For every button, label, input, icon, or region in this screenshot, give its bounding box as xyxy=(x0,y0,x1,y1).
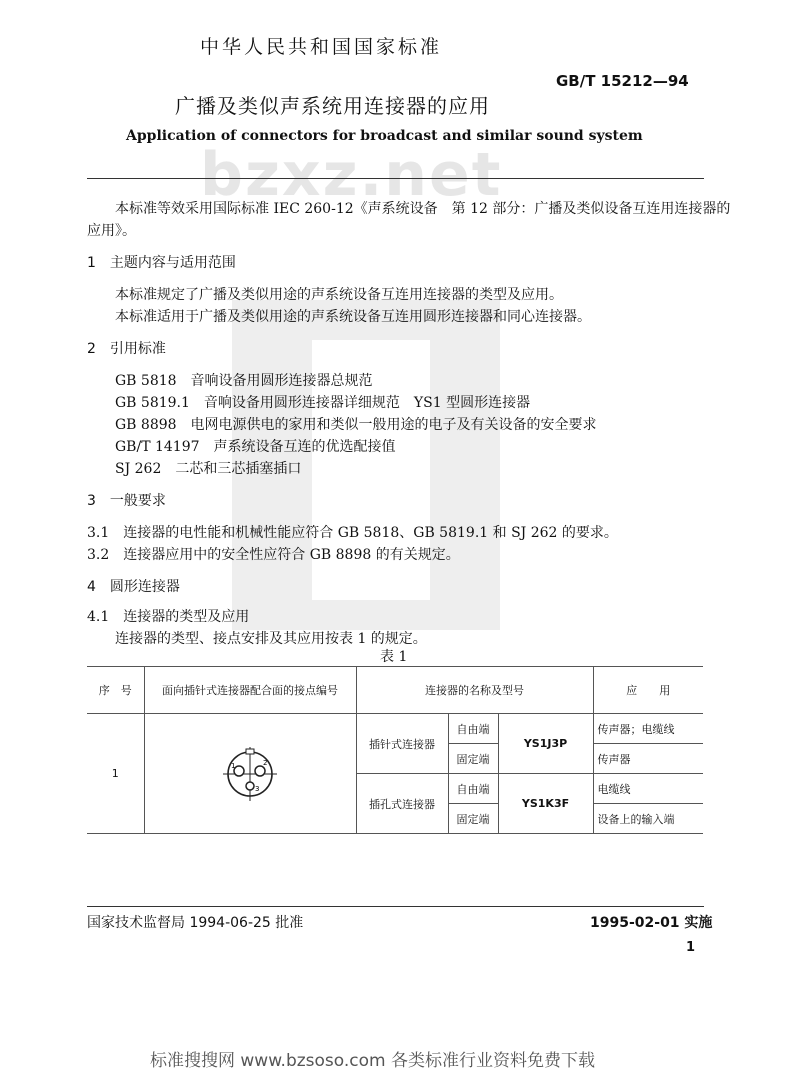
application-cell: 设备上的输入端 xyxy=(593,804,703,834)
end-type: 固定端 xyxy=(448,744,498,774)
key-notch xyxy=(246,749,254,754)
national-title: 中华人民共和国国家标准 xyxy=(200,36,443,58)
reference-item: SJ 262 二芯和三芯插塞插口 xyxy=(115,461,302,477)
document-title: 广播及类似声系统用连接器的应用 xyxy=(175,94,490,118)
header-rule xyxy=(87,178,704,179)
connector-type-pin: 插针式连接器 xyxy=(356,714,448,774)
watermark: bzxz.net xyxy=(200,140,503,210)
pin-2 xyxy=(255,766,265,776)
model-number: YS1K3F xyxy=(498,774,593,834)
reference-item: GB 5819.1 音响设备用圆形连接器详细规范 YS1 型圆形连接器 xyxy=(115,395,531,411)
connector-pin-diagram xyxy=(215,739,285,809)
page-number: 1 xyxy=(686,940,696,955)
application-cell: 传声器 xyxy=(593,744,703,774)
pin-1 xyxy=(234,766,244,776)
table-row xyxy=(87,714,703,744)
document-title-english: Application of connectors for broadcast and similar sound system xyxy=(126,128,643,144)
pin-label: 3 xyxy=(255,784,260,793)
intro-line: 本标准等效采用国际标准 IEC 260-12《声系统设备 第 12 部分：广播及类似设备互连用连接器的 xyxy=(115,201,731,217)
end-type: 自由端 xyxy=(448,714,498,744)
paragraph: 连接器的类型、接点安排及其应用按表 1 的规定。 xyxy=(115,631,427,647)
application-cell: 传声器；电缆线 xyxy=(593,714,703,744)
pin-label: 1 xyxy=(231,761,236,770)
watermark-shape xyxy=(430,300,500,630)
application-cell: 电缆线 xyxy=(593,774,703,804)
approval-date: 国家技术监督局 1994-06-25 批准 xyxy=(87,915,304,931)
section-heading: 4 圆形连接器 xyxy=(87,579,180,595)
pin-3 xyxy=(246,782,254,790)
clause: 3.1 连接器的电性能和机械性能应符合 GB 5818、GB 5819.1 和 SJ 262 的要求。 xyxy=(87,525,618,541)
footer-rule xyxy=(87,906,704,907)
section-heading: 3 一般要求 xyxy=(87,493,166,509)
section-heading: 1 主题内容与适用范围 xyxy=(87,255,236,271)
watermark-shape xyxy=(312,600,430,630)
connector-type-socket: 插孔式连接器 xyxy=(356,774,448,834)
site-banner: 标准搜搜网 www.bzsoso.com 各类标准行业资料免费下载 xyxy=(150,1051,596,1071)
reference-item: GB/T 14197 声系统设备互连的优选配接值 xyxy=(115,439,396,455)
table-caption: 表 1 xyxy=(380,649,408,665)
paragraph: 本标准规定了广播及类似用途的声系统设备互连用连接器的类型及应用。 xyxy=(115,287,563,303)
row-number: 1 xyxy=(87,714,144,834)
standard-code: GB/T 15212—94 xyxy=(556,72,689,90)
end-type: 自由端 xyxy=(448,774,498,804)
header-cell-name-model: 连接器的名称及型号 xyxy=(356,667,593,714)
contact-diagram-cell xyxy=(144,714,356,834)
model-number: YS1J3P xyxy=(498,714,593,774)
pin-label: 2 xyxy=(263,758,268,767)
clause: 3.2 连接器应用中的安全性应符合 GB 8898 的有关规定。 xyxy=(87,547,460,563)
header-cell-contact: 面向插针式连接器配合面的接点编号 xyxy=(144,667,356,714)
reference-item: GB 5818 音响设备用圆形连接器总规范 xyxy=(115,373,373,389)
end-type: 固定端 xyxy=(448,804,498,834)
table-1 xyxy=(87,666,703,834)
paragraph: 本标准适用于广播及类似用途的声系统设备互连用圆形连接器和同心连接器。 xyxy=(115,309,591,325)
intro-line: 应用》。 xyxy=(87,223,136,239)
section-heading: 2 引用标准 xyxy=(87,341,166,357)
implementation-date: 1995-02-01 实施 xyxy=(590,915,713,931)
table-header-row xyxy=(87,667,703,714)
header-cell-application: 应 用 xyxy=(593,667,703,714)
reference-item: GB 8898 电网电源供电的家用和类似一般用途的电子及有关设备的安全要求 xyxy=(115,417,597,433)
header-cell-no: 序 号 xyxy=(87,667,144,714)
clause: 4.1 连接器的类型及应用 xyxy=(87,609,250,625)
